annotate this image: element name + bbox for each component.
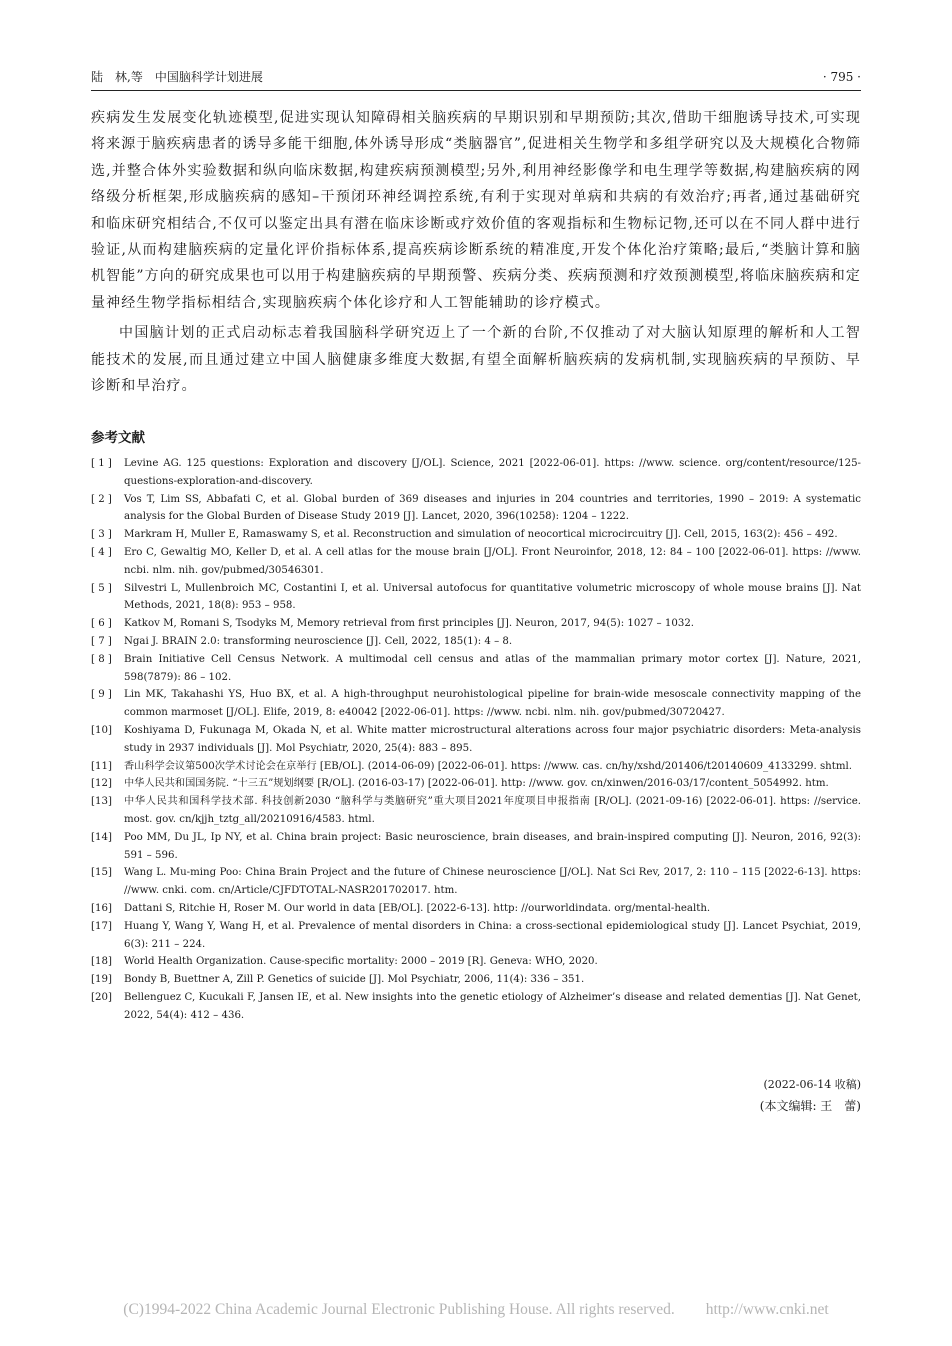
reference-text: Wang L. Mu-ming Poo: China Brain Project and the future of Chinese neuroscience [J/OL]. Nat Sci Rev, 2017, 2: 110 – 115 [2022-6-13]. https: //www. cnki. com. cn/Article/CJFDTOTAL-NASR201702017. htm. — [124, 867, 861, 897]
running-header — [91, 66, 861, 88]
reference-item — [91, 651, 861, 687]
reference-text: Huang Y, Wang Y, Wang H, et al. Prevalence of mental disorders in China: a cross-sectional epidemiological study [J]. Lancet Psychiat, 2019, 6(3): 211 – 224. — [124, 920, 861, 950]
reference-item — [91, 758, 861, 776]
reference-text: World Health Organization. Cause-specific mortality: 2000 – 2019 [R]. Geneva: WHO, 2020. — [124, 956, 598, 968]
reference-text: Brain Initiative Cell Census Network. A multimodal cell census and atlas of the mammalian primary motor cortex [J]. Nature, 2021, 598(7879): 86 – 102. — [124, 653, 861, 683]
reference-number: [ 3 ] — [91, 529, 112, 541]
reference-item — [91, 491, 861, 527]
reference-number: [13] — [91, 796, 112, 808]
reference-item — [91, 793, 861, 829]
reference-number: [ 4 ] — [91, 546, 112, 558]
reference-text: Poo MM, Du JL, Ip NY, et al. China brain project: Basic neuroscience, brain diseases, and brain-inspired computing [J]. Neuron, 2016, 92(3): 591 – 596. — [124, 831, 861, 861]
reference-item — [91, 971, 861, 989]
body-paragraph-1: 疾病发生发展变化轨迹模型,促进实现认知障碍相关脑疾病的早期识别和早期预防;其次,借助干细胞诱导技术,可实现将来源于脑疾病患者的诱导多能干细胞,体外诱导形成“类脑器官”,促进相关生物学和多组学研究以及大规模化合物筛选,并整合体外实验数据和纵向临床数据,构建疾病预测模型;另外,利用神经影像学和电生理学等数据,构建脑疾病的网络级分析框架,形成脑疾病的感知–干预闭环神经调控系统,有利于实现对单病和共病的有效治疗;再者,通过基础研究和临床研究相结合,不仅可以鉴定出具有潜在临床诊断或疗效价值的客观指标和生物标记物,还可以在不同人群中进行验证,从而构建脑疾病的定量化评价指标体系,提高疾病诊断系统的精准度,开发个体化治疗策略;最后,“类脑计算和脑机智能”方向的研究成果也可以用于构建脑疾病的早期预警、疾病分类、疾病预测和疗效预测模型,将临床脑疾病和定量神经生物学指标相结合,实现脑疾病个体化诊疗和人工智能辅助的诊疗模式。 — [91, 110, 861, 311]
reference-text: Markram H, Muller E, Ramaswamy S, et al. Reconstruction and simulation of neocortical microcircuitry [J]. Cell, 2015, 163(2): 456 – 492. — [124, 529, 838, 541]
reference-item — [91, 900, 861, 918]
reference-number: [11] — [91, 760, 112, 772]
reference-item — [91, 455, 861, 491]
header-divider — [91, 90, 861, 91]
reference-text: 香山科学会议第500次学术讨论会在京举行 [EB/OL]. (2014-06-09) [2022-06-01]. https: //www. cas. cn/hy/xshd/201406/t20140609_4133299. shtml. — [124, 760, 852, 772]
reference-item — [91, 526, 861, 544]
reference-item — [91, 775, 861, 793]
reference-text: Ero C, Gewaltig MO, Keller D, et al. A cell atlas for the mouse brain [J/OL]. Front Neuroinfor, 2018, 12: 84 – 100 [2022-06-01]. https: //www. ncbi. nlm. nih. gov/pubmed/30546301. — [124, 546, 861, 576]
reference-number: [ 6 ] — [91, 618, 112, 630]
reference-number: [ 5 ] — [91, 582, 112, 594]
reference-text: Koshiyama D, Fukunaga M, Okada N, et al. White matter microstructural alterations across four major psychiatric disorders: Meta-analysis study in 2937 individuals [J]. Mol Psychiatr, 2020, 25(4): 883 – 895. — [124, 724, 861, 754]
reference-text: Vos T, Lim SS, Abbafati C, et al. Global burden of 369 diseases and injuries in 204 countries and territories, 1990 – 2019: A systematic analysis for the Global Burden of Disease Study 2019 [J]. Lancet, 2020, 396(10258): 1204 – 1222. — [124, 493, 861, 523]
reference-text: Lin MK, Takahashi YS, Huo BX, et al. A high-throughput neurohistological pipeline for brain-wide mesoscale connectivity mapping of the common marmoset [J/OL]. Elife, 2019, 8: e40042 [2022-06-01]. https: //www. ncbi. nlm. nih. gov/pubmed/30720427. — [124, 689, 861, 719]
reference-text: 中华人民共和国科学技术部. 科技创新2030 “脑科学与类脑研究”重大项目2021年度项目申报指南 [R/OL]. (2021-09-16) [2022-06-01]. https: //service. most. gov. cn/kjjh_tztg_all/20210916/4583. html. — [124, 796, 861, 825]
reference-text: Silvestri L, Mullenbroich MC, Costantini I, et al. Universal autofocus for quantitative volumetric microscopy of whole mouse brains [J]. Nat Methods, 2021, 18(8): 953 – 958. — [124, 582, 861, 612]
reference-item — [91, 544, 861, 580]
reference-number: [ 7 ] — [91, 635, 112, 647]
reference-number: [15] — [91, 867, 112, 879]
reference-number: [12] — [91, 778, 112, 790]
reference-text: Katkov M, Romani S, Tsodyks M, Memory retrieval from first principles [J]. Neuron, 2017, 94(5): 1027 – 1032. — [124, 618, 695, 630]
reference-text: 中华人民共和国国务院. “十三五”规划纲要 [R/OL]. (2016-03-17) [2022-06-01]. http: //www. gov. cn/xinwen/2016-03/17/content_5054992. htm. — [124, 778, 829, 790]
reference-number: [17] — [91, 920, 112, 932]
page-number: · 795 · — [822, 70, 861, 84]
reference-number: [18] — [91, 956, 112, 968]
header-authors-title: 陆 林,等 中国脑科学计划进展 — [91, 70, 263, 84]
reference-item — [91, 686, 861, 722]
references-heading: 参考文献 — [91, 430, 145, 446]
reference-number: [16] — [91, 902, 112, 914]
main-text — [91, 105, 861, 399]
editor-credit: (本文编辑: 王 蕾) — [759, 1099, 861, 1113]
reference-text: Bondy B, Buettner A, Zill P. Genetics of suicide [J]. Mol Psychiatr, 2006, 11(4): 336 – 351. — [124, 974, 585, 986]
reference-number: [ 2 ] — [91, 493, 112, 505]
reference-number: [19] — [91, 974, 112, 986]
body-paragraph-2: 中国脑计划的正式启动标志着我国脑科学研究迈上了一个新的台阶,不仅推动了对大脑认知原理的解析和人工智能技术的发展,而且通过建立中国人脑健康多维度大数据,有望全面解析脑疾病的发病机制,实现脑疾病的早预防、早诊断和早治疗。 — [91, 325, 861, 395]
reference-list — [91, 455, 861, 1025]
reference-number: [14] — [91, 831, 112, 843]
reference-text: Dattani S, Ritchie H, Roser M. Our world in data [EB/OL]. [2022-6-13]. http: //ourworldindata. org/mental-health. — [124, 902, 711, 914]
reference-item — [91, 633, 861, 651]
copyright-watermark: (C)1994-2022 China Academic Journal Electronic Publishing House. All rights reserved. http://www.cnki.net — [123, 1301, 829, 1318]
reference-item — [91, 580, 861, 616]
reference-text: Ngai J. BRAIN 2.0: transforming neuroscience [J]. Cell, 2022, 185(1): 4 – 8. — [124, 635, 513, 647]
received-date: (2022-06-14 收稿) — [763, 1078, 861, 1091]
reference-number: [ 1 ] — [91, 458, 112, 469]
reference-number: [ 9 ] — [91, 689, 112, 701]
reference-number: [20] — [91, 991, 112, 1003]
reference-item — [91, 989, 861, 1025]
reference-item — [91, 953, 861, 971]
reference-number: [ 8 ] — [91, 653, 112, 665]
reference-text: Levine AG. 125 questions: Exploration and discovery [J/OL]. Science, 2021 [2022-06-01]. https: //www. science. org/content/resource/125-questions-exploration-and-discovery. — [124, 458, 861, 487]
reference-text: Bellenguez C, Kucukali F, Jansen IE, et al. New insights into the genetic etiology of Alzheimer’s disease and related dementias [J]. Nat Genet, 2022, 54(4): 412 – 436. — [124, 991, 861, 1021]
reference-item — [91, 918, 861, 954]
reference-number: [10] — [91, 724, 112, 736]
reference-item — [91, 864, 861, 900]
reference-item — [91, 615, 861, 633]
reference-item — [91, 829, 861, 865]
reference-item — [91, 722, 861, 758]
